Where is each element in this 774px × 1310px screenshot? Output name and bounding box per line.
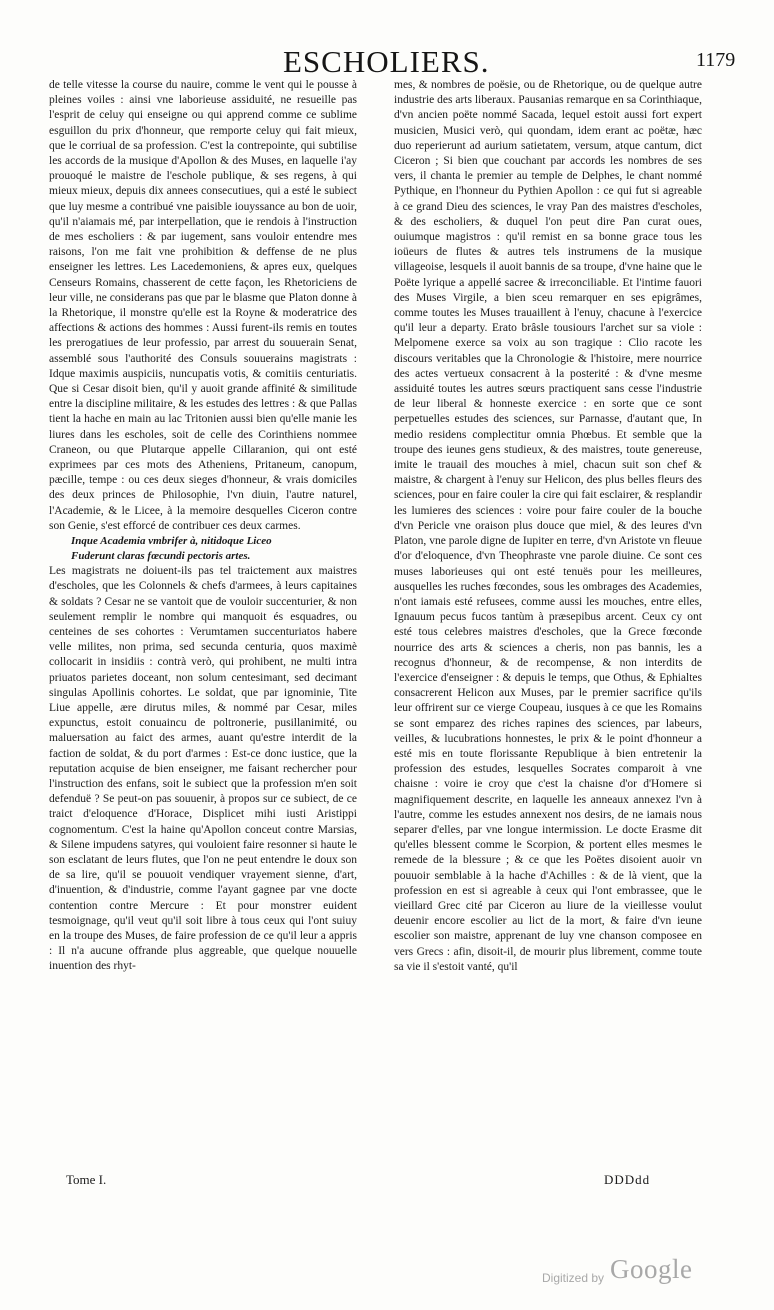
page-number: 1179 bbox=[696, 49, 736, 71]
right-paragraph-1: mes, & nombres de poësie, ou de Rhetorique, ou de quelque autre industrie des arts liberaux. Pausanias remarque en sa Corinthiaque, d'vn ancien poëte nommé Sacada, lequel estoit aussi fort expert musicien, Musici verò, qui quondam, idem erant ac poëtæ, hæc duo reperierunt ad aurium satietatem, versum, atque cantum, dict Ciceron ; Si bien que couchant par accords les nombres de ses vers, il chanta le premier au temple de Delphes, le chant nommé Pythique, en l'honneur du Pythien Apollon : ce qui fut si agreable à ce grand Dieu des sciences, le vray Pan des maistres d'escholes, & des escholiers, & duquel l'on peut dire Pan curat oues, ouiumque magistros : qu'il remist en sa bonne grace tous les ioüeurs de flutes & autres tels instrumens de la musique villageoise, lesquels il auoit bannis de sa troupe, d'vne haine que le Poëte lyrique a appellé sacree & irreconciliable. Et l'intime fauori des Muses Virgile, a bien sceu remarquer en ses epigrâmes, comme toutes les Muses trauaillent à l'enuy, chacune à l'exercice qu'il leur a departy. Erato brâsle tousiours l'archet sur sa viole : Melpomene exerce sa voix au son tragique : Clio racote les discours veritables que la Chronologie & l'histoire, mere nourrice des actes vertueux consacrent à la posterité : & d'vne mesme assiduité toutes les autres sœurs practiquent sans cesse l'industrie de leur liberal & honneste exercice : en sorte que ce sont perpetuelles estudes des sciences, sur Parnasse, d'autant que, In medio residens complectitur omnia Phœbus. Et semble que la troupe des ieunes gens studieux, & des maistres, toute genereuse, imite le trauail des mouches à miel, chacun suit son chef & maistre, & chargent à l'enuy sur Helicon, des plus belles fleurs des sciences, pour en faire couler la cire qui fait esclairer, & resplandir les lumieres des sciences : voire pour faire couler de la bouche d'vn Pericle vne oraison plus douce que miel, & des leures d'vn Platon, vne parole digne de Iupiter en terre, d'vn Aristote vn fleuue d'or d'eloquence, d'vn Theophraste vne parole diuine. Ce sont ces muses laborieuses qui ont esté tenuës pour les meilleures, ausquelles les ruches fœcondes, sous les ombrages des Academies, n'ont iamais esté refusees, comme aussi les mouches, entre elles, Ignauum pecus fucos tantùm à præsepibus arcent. Ceux cy ont esté tous celebres maistres d'escholes, que la Grece fœconde nourrice des arts & sciences a cheris, non pas bannis, les a recognus d'honneur, & de recompense, & non interdits de l'exercice d'enseigner : & depuis le temps, que Othus, & Ephialtes consacrerent Helicon aux Muses, par le premier sacrifice qu'ils leur offrirent sur ce vierge Coupeau, iusques à ce que les Romains se sont emparez des riches rapines des sciences, par labeurs, veilles, & lucubrations honnestes, le prix & le point d'honneur a esté mis en toute florissante Republique à bien entretenir la profession des estudes, lesquelles Socrates comparoit à vne chaisne : voire ie croy que c'est la chaisne d'or d'Homere si magnifiquement descrite, en laquelle les anneaux annexez l'vn à l'autre, comme les estudes annexent nos desirs, de ne iamais nous separer d'elles, par vne longue intermission. Le docte Erasme dit qu'elles blessent comme le Scorpion, & portent elles mesmes le remede de la blessure ; & ce que les Poëtes disoient auoir vn pouuoir semblable à la hache d'Achilles : & de là vient, que la profession en est si agreable à ceux qui l'ont embrassee, que le vieillard Grec cité par Ciceron au liure de la vieillesse voulut deuenir encore escolier au lict de la mort, & faire d'vn ieune escolier son maistre, apprenant de luy vne chanson composee en vers Grecs : afin, disoit-il, de mourir plus librement, comme toute sa vie il s'estoit vanté, qu'il bbox=[394, 79, 702, 973]
left-column bbox=[49, 78, 357, 1172]
volume-label: Tome I. bbox=[66, 1172, 107, 1187]
latin-verse-line-2: Fuderunt claras fœcundi pectoris artes. bbox=[71, 550, 251, 563]
right-column bbox=[394, 78, 702, 1160]
running-head bbox=[0, 44, 774, 80]
digitized-by-label: Digitized by bbox=[542, 1271, 605, 1285]
latin-verse-line-1: Inque Academia vmbrifer à, nitidoque Liceo bbox=[71, 535, 272, 548]
left-paragraph-1: de telle vitesse la course du nauire, comme le vent qui le pousse à pleines voiles : ainsi vne laborieuse assiduité, ne resueille pas l'esprit de celuy qui enseigne ou qui apprend comme ce sublime esguillon du prix d'honneur, que remporte celuy qui fait mieux, que le corriual de sa profession. C'est la contrepointe, qui subtilise les accords de la musique d'Apollon & des Muses, en laquelle i'ay prouoqué le maistre de l'eschole publique, & ses regens, à qui mieux mieux, depuis dix annees consecutiues, qui a esté le subiect que luy mesme a contribué vne paisible iouyssance au bon de uoir, qu'il n'aiamais mé, par interpellation, que ie rendois à l'instruction de mes escholiers : & par iugement, sans vouloir entendre mes raisons, l'on me fait vne prohibition & deffense de ne plus enseigner les lettres. Les Lacedemoniens, & apres eux, quelques Censeurs Romains, chasserent de cette façon, les Rhetoriciens de leur ville, ne considerans pas que par le blasme que Platon donne à la Rhetorique, il monstre qu'elle est la Royne & moderatrice des affections & actions des hommes : Aussi furent-ils remis en toutes les prerogatiues de leur professio, par arrest du souuerain Senat, assemblé sous l'authorité des Consuls souuerains magistrats : Idque maximis auspiciis, nuncupatis votis, & comitiis centuriatis. Que si Cesar disoit bien, qu'il y auoit grande affinité & similitude entre la discipline militaire, & les estudes des lettres : & que Pallas tient la hache en main au lac Tritonien aussi bien qu'elle manie les liures dans les escholes, soit de celle des Corinthiens nommee Craneon, ou que Plutarque appelle Cillaranion, qui ont esté exprimees par ces mots des Atheniens, Pritaneum, canopum, pæcille, tempe : ou ces deux sieges d'honneur, & vrais domiciles des deux princes de Philosophie, l'vn diuin, l'autre naturel, l'Academie, & le Licee, à la memoire desquelles Ciceron contre son Genie, s'est efforcé de contribuer ces deux carmes. bbox=[49, 79, 357, 532]
left-paragraph-2: Les magistrats ne doiuent-ils pas tel traictement aux maistres d'escholes, que les Colonnels & chefs d'armees, à leurs capitaines & soldats ? Cesar ne se vantoit que de vouloir succenturier, & non seulement remplir le nombre qui manquoit és esquadres, ou centeines de ses cohortes : Verumtamen succenturiatos habere velle milites, non prima, sed secunda centuria, quos maximè collocarit in insidiis : contrà verò, qui prohibent, ne multi intra priuatos parietes doceant, non solum centesimant, sed decimant singulas Apollinis cohortes. Le soldat, que par ignominie, Tite Liue appelle, ære dirutus miles, & nommé par Cesar, miles expunctus, estoit conuaincu de poltronerie, pusillanimité, ou maluersation au faict des armes, auant qu'estre interdit de la faction de soldat, & du port d'armes : Est-ce donc iustice, que la reputation acquise de bien enseigner, me faisant rechercher pour l'instruction des enfans, soit le subiect que la profession m'en soit defenduë ? Se peut-on pas souuenir, à propos sur ce subiect, de ce traict d'eloquence d'Horace, Displicet mihi iusti Aristippi cognomentum. C'est la haine qu'Apollon conceut contre Marsias, & Silene impudens satyres, qui vouloient faire resonner si haute le son esclatant de leurs flutes, que l'on ne peut entendre le doux son de sa lire, qu'il se pouuoit vendiquer vrayement sienne, d'art, d'inuention, & d'industrie, comme l'ayant gagnee par vne docte contention contre Mercure : Et pour monstrer euident tesmoignage, qu'il veut qu'il soit libre à tous ceux qui l'ont suiuy en la troupe des Muses, de faire profession de ce qu'il leur a appris : Il n'a aucune offrande plus aggreable, que quelque nouuelle inuention des rhyt- bbox=[49, 565, 357, 973]
running-title: ESCHOLIERS. bbox=[283, 44, 490, 79]
digitized-watermark bbox=[532, 1254, 762, 1294]
signature-mark: DDDdd bbox=[604, 1172, 651, 1187]
google-logo: Google bbox=[610, 1254, 693, 1284]
